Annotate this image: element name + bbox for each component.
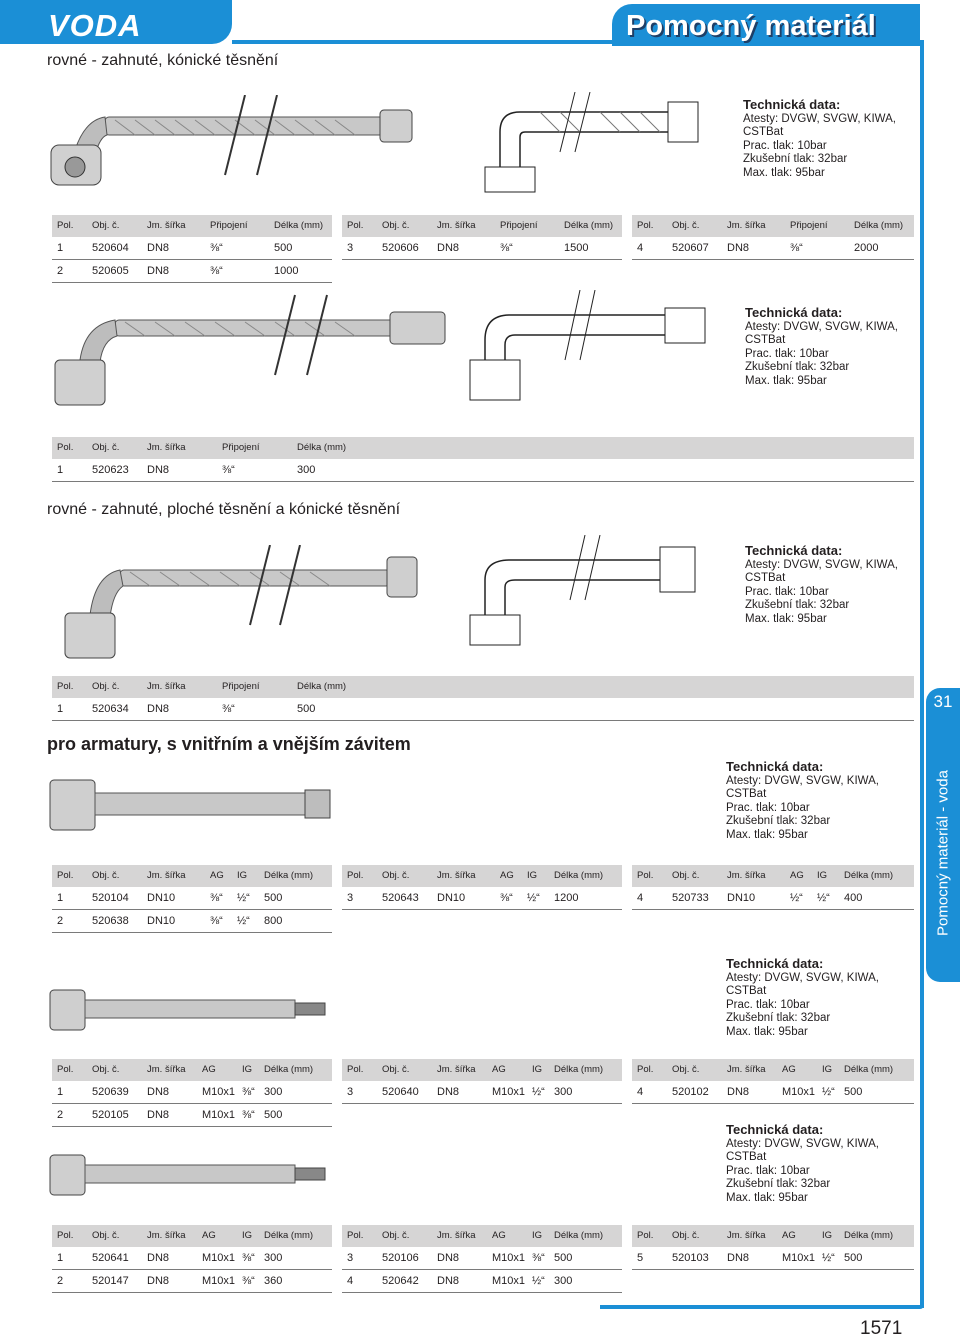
product-table — [632, 1225, 914, 1270]
table-cell: DN8 — [147, 242, 170, 254]
column-header: Obj. č. — [672, 1230, 700, 1241]
column-header: Pol. — [57, 442, 74, 453]
table-cell: 520638 — [92, 915, 129, 927]
column-header: Obj. č. — [92, 442, 120, 453]
column-header: Jm. šířka — [147, 870, 186, 881]
table-cell: DN10 — [727, 892, 756, 904]
tech-data-block: Technická data: Atesty: DVGW, SVGW, KIWA, CSTBat Prac. tlak: 10bar Zkušební tlak: 32bar Max. tlak: 95bar — [743, 97, 896, 179]
table-cell: M10x1 — [492, 1252, 526, 1264]
table-cell: ½“ — [822, 1086, 835, 1098]
column-header: Délka (mm) — [844, 1230, 894, 1241]
table-header — [632, 865, 914, 887]
table-cell: 300 — [264, 1086, 283, 1098]
table-row — [52, 237, 332, 260]
column-header: IG — [237, 870, 248, 881]
product-table — [52, 1225, 332, 1293]
table-cell: 520634 — [92, 703, 129, 715]
table-cell: 520641 — [92, 1252, 129, 1264]
table-cell: ½“ — [817, 892, 830, 904]
table-cell: 520640 — [382, 1086, 419, 1098]
column-header: Obj. č. — [672, 1064, 700, 1075]
product-table — [632, 1059, 914, 1104]
table-cell: M10x1 — [202, 1275, 236, 1287]
table-header — [342, 865, 622, 887]
table-header — [342, 215, 622, 237]
table-row — [52, 910, 332, 933]
column-header: IG — [822, 1064, 833, 1075]
table-cell: 4 — [347, 1275, 354, 1287]
table-cell: ⅜“ — [532, 1252, 545, 1264]
column-header: Pol. — [637, 1230, 654, 1241]
table-cell: M10x1 — [202, 1252, 236, 1264]
table-cell: 300 — [264, 1252, 283, 1264]
table-cell: 4 — [637, 1086, 644, 1098]
column-header: Jm. šířka — [147, 1230, 186, 1241]
table-header — [52, 1225, 332, 1247]
column-header: Délka (mm) — [264, 1064, 314, 1075]
table-cell: 4 — [637, 242, 644, 254]
table-cell: DN8 — [437, 1086, 460, 1098]
table-cell: DN8 — [727, 242, 750, 254]
table-cell: 400 — [844, 892, 863, 904]
column-header: Jm. šířka — [437, 1230, 476, 1241]
table-cell: ⅜“ — [790, 242, 803, 254]
table-cell: 500 — [844, 1252, 863, 1264]
product-table — [52, 215, 332, 283]
table-cell: ½“ — [790, 892, 803, 904]
column-header: Obj. č. — [92, 1230, 120, 1241]
column-header: Jm. šířka — [437, 220, 476, 231]
column-header: Jm. šířka — [147, 442, 186, 453]
table-cell: 1 — [57, 464, 64, 476]
table-cell: 500 — [264, 892, 283, 904]
page-title: Pomocný materiál — [626, 10, 876, 42]
table-cell: 520104 — [92, 892, 129, 904]
table-cell: 360 — [264, 1275, 283, 1287]
column-header: Délka (mm) — [844, 870, 894, 881]
column-header: AG — [202, 1064, 216, 1075]
table-cell: 520733 — [672, 892, 709, 904]
table-cell: 2000 — [854, 242, 879, 254]
table-cell: 520102 — [672, 1086, 709, 1098]
table-cell: 520605 — [92, 265, 129, 277]
table-cell: 500 — [844, 1086, 863, 1098]
column-header: Pol. — [57, 870, 74, 881]
table-cell: 520642 — [382, 1275, 419, 1287]
column-header: Pol. — [347, 220, 364, 231]
column-header: Délka (mm) — [274, 220, 324, 231]
table-cell: DN8 — [147, 1086, 170, 1098]
column-header: Jm. šířka — [437, 1064, 476, 1075]
hose-fitting-illustration-2 — [45, 985, 335, 1035]
table-cell: 520623 — [92, 464, 129, 476]
product-table — [52, 1059, 332, 1127]
section-title-conical: rovné - zahnuté, kónické těsnění — [47, 52, 279, 69]
table-cell: ⅜“ — [242, 1086, 255, 1098]
column-header: Délka (mm) — [264, 870, 314, 881]
table-cell: ⅜“ — [210, 265, 223, 277]
column-header: IG — [817, 870, 828, 881]
table-cell: 520604 — [92, 242, 129, 254]
table-cell: 520639 — [92, 1086, 129, 1098]
table-row — [52, 1247, 332, 1270]
table-header — [632, 215, 914, 237]
column-header: Obj. č. — [382, 1230, 410, 1241]
hose-fitting-illustration-1 — [45, 775, 335, 835]
column-header: AG — [492, 1230, 506, 1241]
table-cell: DN8 — [727, 1252, 750, 1264]
table-cell: 500 — [554, 1252, 573, 1264]
product-table — [52, 437, 914, 482]
hose-elbow-conical-illustration — [45, 95, 425, 205]
column-header: Délka (mm) — [264, 1230, 314, 1241]
column-header: AG — [782, 1230, 796, 1241]
table-cell: 3 — [347, 1252, 354, 1264]
table-row — [52, 1270, 332, 1293]
table-cell: DN8 — [147, 1275, 170, 1287]
table-row — [342, 1247, 622, 1270]
column-header: AG — [782, 1064, 796, 1075]
table-row — [52, 260, 332, 283]
column-header: Pol. — [637, 220, 654, 231]
table-row — [52, 1104, 332, 1127]
table-cell: 520606 — [382, 242, 419, 254]
table-cell: 500 — [264, 1109, 283, 1121]
column-header: Délka (mm) — [854, 220, 904, 231]
table-row — [342, 887, 622, 910]
tech-data-block: Technická data: Atesty: DVGW, SVGW, KIWA, CSTBat Prac. tlak: 10bar Zkušební tlak: 32bar Max. tlak: 95bar — [726, 759, 879, 841]
table-header — [52, 215, 332, 237]
product-table — [342, 215, 622, 260]
table-cell: ½“ — [527, 892, 540, 904]
column-header: Pol. — [347, 1064, 364, 1075]
column-header: Délka (mm) — [554, 1064, 604, 1075]
table-header — [52, 676, 914, 698]
section-title-flat-conical: rovné - zahnuté, ploché těsnění a kónické těsnění — [47, 501, 401, 518]
table-cell: 2 — [57, 1109, 64, 1121]
table-cell: 520105 — [92, 1109, 129, 1121]
table-header — [52, 437, 914, 459]
table-row — [342, 1081, 622, 1104]
table-cell: 1 — [57, 1252, 64, 1264]
table-cell: ⅜“ — [210, 242, 223, 254]
column-header: Připojení — [222, 681, 260, 692]
section-title-fittings: pro armatury, s vnitřním a vnějším závitem — [47, 734, 411, 754]
table-row — [342, 1270, 622, 1293]
table-row — [52, 887, 332, 910]
table-cell: 520147 — [92, 1275, 129, 1287]
hose-flat-conical-illustration — [45, 545, 425, 665]
product-table — [342, 865, 622, 910]
tech-data-block: Technická data: Atesty: DVGW, SVGW, KIWA, CSTBat Prac. tlak: 10bar Zkušební tlak: 32bar Max. tlak: 95bar — [745, 305, 898, 387]
column-header: IG — [242, 1064, 253, 1075]
table-cell: 2 — [57, 265, 64, 277]
column-header: Pol. — [57, 1064, 74, 1075]
product-table — [632, 865, 914, 910]
table-cell: 520103 — [672, 1252, 709, 1264]
column-header: Jm. šířka — [727, 1064, 766, 1075]
table-cell: ⅜“ — [500, 242, 513, 254]
page-number: 1571 — [860, 1318, 903, 1339]
table-cell: ⅜“ — [222, 703, 235, 715]
column-header: AG — [500, 870, 514, 881]
table-cell: 500 — [274, 242, 293, 254]
page-frame-bottom — [600, 1305, 924, 1309]
column-header: Obj. č. — [382, 1064, 410, 1075]
column-header: IG — [532, 1230, 543, 1241]
table-cell: ½“ — [237, 915, 250, 927]
table-cell: 2 — [57, 915, 64, 927]
table-cell: 1 — [57, 1086, 64, 1098]
table-header — [52, 865, 332, 887]
table-header — [632, 1059, 914, 1081]
tech-data-block: Technická data: Atesty: DVGW, SVGW, KIWA, CSTBat Prac. tlak: 10bar Zkušební tlak: 32bar Max. tlak: 95bar — [726, 1122, 879, 1204]
column-header: Jm. šířka — [437, 870, 476, 881]
table-cell: ½“ — [237, 892, 250, 904]
column-header: Pol. — [57, 220, 74, 231]
table-cell: 300 — [554, 1275, 573, 1287]
hose-elbow-drawing-2 — [465, 290, 715, 415]
table-cell: 2 — [57, 1275, 64, 1287]
table-cell: ½“ — [822, 1252, 835, 1264]
hose-elbow-drawing-3 — [465, 535, 715, 650]
table-cell: DN8 — [437, 1275, 460, 1287]
hose-fitting-illustration-3 — [45, 1150, 335, 1200]
column-header: Obj. č. — [92, 220, 120, 231]
product-table — [52, 676, 914, 721]
table-header — [342, 1059, 622, 1081]
table-cell: 300 — [554, 1086, 573, 1098]
column-header: Obj. č. — [92, 870, 120, 881]
table-row — [52, 1081, 332, 1104]
table-cell: 1200 — [554, 892, 579, 904]
table-cell: M10x1 — [492, 1275, 526, 1287]
column-header: Délka (mm) — [554, 870, 604, 881]
column-header: IG — [242, 1230, 253, 1241]
table-row — [632, 237, 914, 260]
column-header: IG — [532, 1064, 543, 1075]
table-cell: 3 — [347, 1086, 354, 1098]
table-cell: DN8 — [147, 265, 170, 277]
table-cell: 3 — [347, 892, 354, 904]
table-cell: 3 — [347, 242, 354, 254]
column-header: Délka (mm) — [297, 442, 347, 453]
table-cell: ½“ — [532, 1275, 545, 1287]
table-cell: 1 — [57, 703, 64, 715]
side-chapter-label: Pomocný materiál - voda — [934, 770, 952, 936]
table-cell: 5 — [637, 1252, 644, 1264]
table-cell: 1 — [57, 892, 64, 904]
column-header: Připojení — [210, 220, 248, 231]
page-frame-right — [920, 40, 924, 1308]
column-header: Obj. č. — [92, 681, 120, 692]
table-cell: ⅜“ — [500, 892, 513, 904]
column-header: Obj. č. — [382, 870, 410, 881]
table-cell: DN8 — [437, 1252, 460, 1264]
table-cell: M10x1 — [782, 1086, 816, 1098]
column-header: IG — [822, 1230, 833, 1241]
table-cell: 1 — [57, 242, 64, 254]
column-header: Pol. — [637, 1064, 654, 1075]
tech-data-block: Technická data: Atesty: DVGW, SVGW, KIWA, CSTBat Prac. tlak: 10bar Zkušební tlak: 32bar Max. tlak: 95bar — [745, 543, 898, 625]
product-table — [632, 215, 914, 260]
table-cell: DN8 — [147, 1252, 170, 1264]
table-cell: M10x1 — [782, 1252, 816, 1264]
table-cell: ⅜“ — [242, 1109, 255, 1121]
column-header: Pol. — [57, 681, 74, 692]
table-row — [632, 887, 914, 910]
column-header: Pol. — [347, 870, 364, 881]
column-header: Připojení — [222, 442, 260, 453]
table-cell: 520643 — [382, 892, 419, 904]
tech-data-block: Technická data: Atesty: DVGW, SVGW, KIWA, CSTBat Prac. tlak: 10bar Zkušební tlak: 32bar Max. tlak: 95bar — [726, 956, 879, 1038]
table-cell: 1000 — [274, 265, 299, 277]
column-header: Připojení — [500, 220, 538, 231]
column-header: AG — [492, 1064, 506, 1075]
column-header: AG — [790, 870, 804, 881]
table-cell: 1500 — [564, 242, 589, 254]
table-cell: 520607 — [672, 242, 709, 254]
side-chapter-number: 31 — [933, 692, 953, 711]
table-cell: 800 — [264, 915, 283, 927]
product-table — [52, 865, 332, 933]
table-header — [342, 1225, 622, 1247]
table-cell: ⅜“ — [210, 915, 223, 927]
table-cell: M10x1 — [202, 1086, 236, 1098]
table-row — [52, 459, 914, 482]
table-cell: ½“ — [532, 1086, 545, 1098]
table-header — [632, 1225, 914, 1247]
table-cell: DN10 — [437, 892, 466, 904]
product-table — [342, 1225, 622, 1293]
table-cell: DN10 — [147, 915, 176, 927]
column-header: Obj. č. — [382, 220, 410, 231]
column-header: Obj. č. — [92, 1064, 120, 1075]
column-header: Obj. č. — [672, 870, 700, 881]
column-header: Pol. — [347, 1230, 364, 1241]
table-cell: ⅜“ — [242, 1252, 255, 1264]
table-cell: M10x1 — [202, 1109, 236, 1121]
column-header: IG — [527, 870, 538, 881]
column-header: AG — [202, 1230, 216, 1241]
product-table — [342, 1059, 622, 1104]
table-cell: 4 — [637, 892, 644, 904]
column-header: Délka (mm) — [844, 1064, 894, 1075]
category-title: VODA — [48, 8, 142, 43]
column-header: Jm. šířka — [147, 1064, 186, 1075]
hose-elbow-drawing-1 — [480, 92, 720, 202]
table-row — [632, 1081, 914, 1104]
table-cell: M10x1 — [492, 1086, 526, 1098]
column-header: Jm. šířka — [147, 681, 186, 692]
column-header: Jm. šířka — [727, 870, 766, 881]
table-cell: DN8 — [147, 464, 170, 476]
column-header: Obj. č. — [672, 220, 700, 231]
table-cell: DN8 — [727, 1086, 750, 1098]
table-cell: 500 — [297, 703, 316, 715]
table-cell: DN8 — [147, 1109, 170, 1121]
column-header: Jm. šířka — [727, 220, 766, 231]
column-header: Připojení — [790, 220, 828, 231]
table-row — [342, 237, 622, 260]
table-cell: DN8 — [147, 703, 170, 715]
column-header: Pol. — [637, 870, 654, 881]
table-cell: DN10 — [147, 892, 176, 904]
table-cell: 300 — [297, 464, 316, 476]
column-header: Délka (mm) — [297, 681, 347, 692]
column-header: Délka (mm) — [554, 1230, 604, 1241]
column-header: Jm. šířka — [147, 220, 186, 231]
column-header: Jm. šířka — [727, 1230, 766, 1241]
table-cell: ⅜“ — [242, 1275, 255, 1287]
table-cell: DN8 — [437, 242, 460, 254]
table-row — [52, 698, 914, 721]
table-cell: ⅜“ — [210, 892, 223, 904]
column-header: Délka (mm) — [564, 220, 614, 231]
column-header: AG — [210, 870, 224, 881]
column-header: Pol. — [57, 1230, 74, 1241]
table-cell: ⅜“ — [222, 464, 235, 476]
hose-elbow-conical-illustration-2 — [45, 290, 455, 415]
table-row — [632, 1247, 914, 1270]
table-header — [52, 1059, 332, 1081]
table-cell: 520106 — [382, 1252, 419, 1264]
